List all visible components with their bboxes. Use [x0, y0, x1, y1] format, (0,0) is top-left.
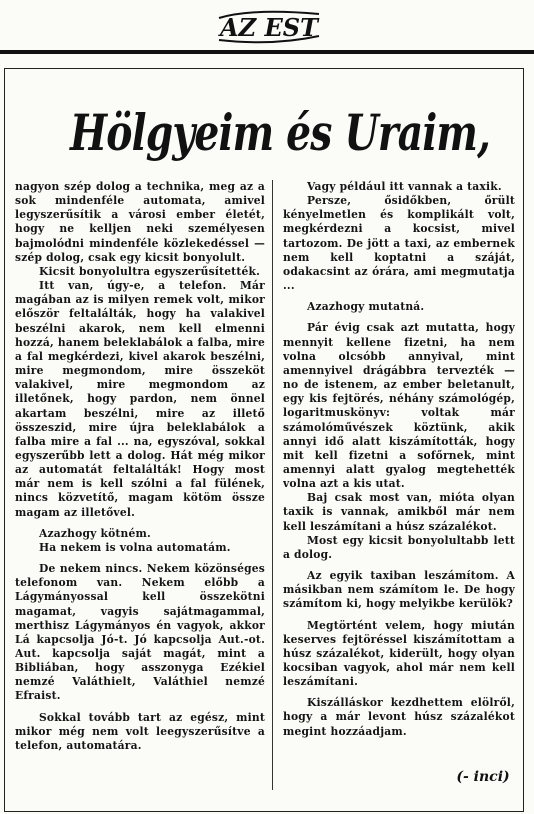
paragraph: Most egy kicsit bonyolultabb lett a dolog. — [283, 533, 515, 561]
paragraph: Ha nekem is volna automatám. — [39, 540, 231, 554]
paragraph: Baj csak most van, mióta olyan taxik is vannak, amikből már nem kell leszámítani a húsz százalékot. — [283, 491, 515, 533]
logo-lettering — [213, 6, 325, 46]
paragraph: Kiszálláskor kezdhettem elölről, hogy a már levont húsz százalékot megint hozzáadjam. — [283, 696, 515, 738]
author-signature — [452, 765, 514, 787]
paragraph: Persze, ősidőkben, őrült kényelmetlen és komplikált volt, megkérdezni a kocsist, mivel tartozom. De jött a taxi, az embernek nem kell koptatni a száját, odakacsint az órára, ami megmutatja ... — [283, 194, 515, 293]
signature-text: (- inci) — [456, 769, 510, 785]
left-column — [15, 180, 265, 800]
paragraph: Vagy például itt vannak a taxik. — [307, 180, 502, 193]
paragraph: Itt van, úgy-e, a telefon. Már magában az is milyen remek volt, mikor először feltalálták, hogy ha valakivel beszélni akarok, nem kell elmenni hozzá, hanem beleklabálok a falba, mire a fal megkérdezi, kivel akarok beszélni, mire megmondom, mire összeköt valakivel, mire megmondom az illetőnek, hogy pardon, nem önnel akartam beszélni, mire az illető összeszid, mire újra beleklabálok a falba mire a fal ... na, egyszóval, sokkal egyszerűbb lett a dolog. Hát még mikor az automatát feltalálták! Hogy most már nem is kell szólni a fal fülének, nincs közvetítő, magam kötöm össze magam az illetővel. — [15, 279, 265, 519]
paragraph: Azazhogy kötném. — [39, 526, 151, 540]
paragraph: Azazhogy mutatná. — [307, 300, 425, 314]
paragraph: Kicsit bonyolultra egyszerűsítették. — [39, 264, 260, 278]
paragraph: De nekem nincs. Nekem közönséges telefonom van. Nekem előbb a Lágymányossal kell összekötni magamat, vagyis sajátmagammal, merthisz Lágymányos én vagyok, akkor Lá kapcsolja Jó-t. Jó kapcsolja Aut.-ot. Aut. kapcsolja saját magát, mint a Bibliában, hogy asszonyga Ezékiel nemzé Valáthielt, Valáthiel nemzé Efraist. — [15, 562, 265, 703]
paragraph: Az egyik taxiban leszámítom. A másikban nem számítom le. De hogy számítom ki, hogy melyikbe kerülök? — [283, 569, 515, 611]
paragraph: nagyon szép dolog a technika, meg az a sok mindenféle automata, amivel legyszerűsítik a városi ember életét, hogy ne kelljen neki személyesen bajmolódni mindenféle közlekedéssel — szép dolog, csak egy kicsit bonyolult. — [15, 180, 265, 264]
paragraph: Sokkal tovább tart az egész, mint mikor még nem volt leegyszerűsítve a telefon, automatára. — [15, 710, 265, 752]
paragraph: Megtörtént velem, hogy miután keserves fejtöréssel kiszámítottam a húsz százalékot, kiderült, hogy olyan kocsiban vagyok, ahol már nem kell leszámítani. — [283, 618, 515, 689]
right-column — [283, 180, 515, 800]
logo-text: AZ EST — [220, 13, 318, 42]
column-divider — [272, 180, 273, 790]
masthead — [0, 0, 534, 50]
article-headline — [60, 100, 500, 170]
headline-text: Hölgyeim és Uraim, — [68, 103, 491, 162]
paragraph: Pár évig csak azt mutatta, hogy mennyit kellene fizetni, ha nem volna olcsóbb annyival, mint amennyivel drágábbra tervezték — no de istenem, az ember beletanult, egy kis fejtörés, néhány számológép, logaritmuskönyv: voltak már számolóművészek köztünk, akik annyi idő alatt kiszámították, hogy mit kell fizetni a sofőrnek, mint amennyi alatt gyalog megtehették volna azt a kis utat. — [283, 321, 515, 491]
masthead-rule — [0, 50, 534, 54]
newspaper-logo — [213, 6, 325, 46]
